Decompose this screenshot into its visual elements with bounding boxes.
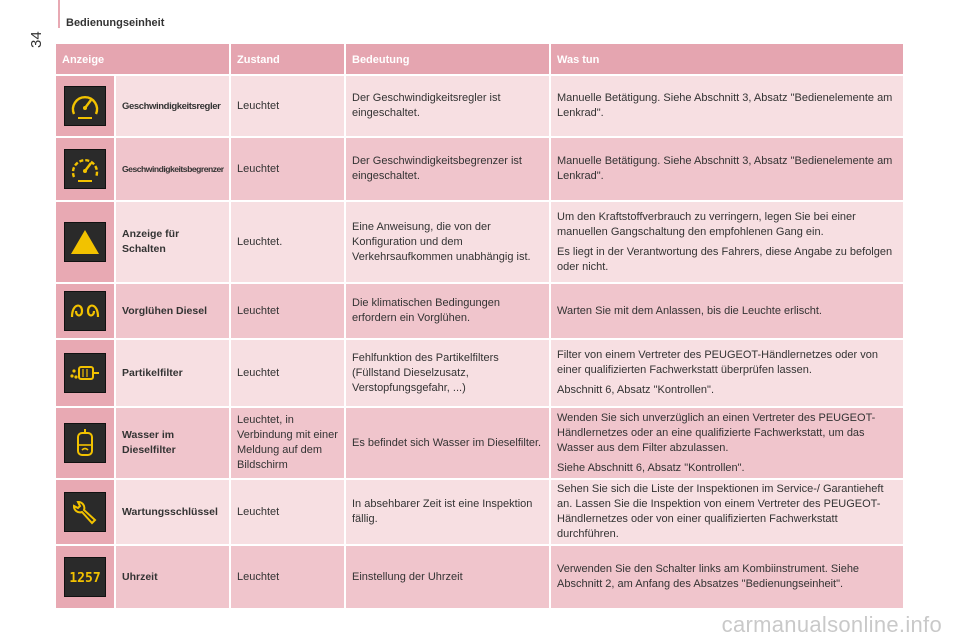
row-indicator-name: Geschwindigkeitsbegrenzer [116, 138, 231, 200]
clock-display-icon [64, 557, 106, 597]
column-header-was-tun: Was tun [557, 54, 600, 66]
row-state: Leuchtet [231, 138, 346, 200]
water-in-diesel-icon [64, 423, 106, 463]
row-indicator-name: Geschwindigkeitsregler [116, 76, 231, 136]
row-meaning: Einstellung der Uhrzeit [346, 546, 551, 608]
row-meaning: Eine Anweisung, die von der Konfiguration und dem Verkehrsaufkommen unabhängig ist. [346, 202, 551, 282]
section-title: Bedienungseinheit [66, 17, 165, 29]
particle-filter-icon [64, 353, 106, 393]
table-row [56, 546, 903, 608]
row-meaning: Der Geschwindigkeitsregler ist eingeschaltet. [346, 76, 551, 136]
row-action: Filter von einem Vertreter des PEUGEOT-Händlernetzes oder von einer qualifizierten Fachwerkstatt überprüfen lassen. Abschnitt 6, Absatz "Kontrollen". [557, 349, 878, 396]
table-row [56, 76, 903, 136]
table-row [56, 408, 903, 478]
table-header [56, 44, 903, 74]
row-indicator-name: Wartungsschlüssel [116, 480, 231, 544]
watermark: carmanualsonline.info [721, 612, 942, 637]
row-indicator-name: Vorglühen Diesel [116, 284, 231, 338]
row-action: Verwenden Sie den Schalter links am Kombiinstrument. Siehe Abschnitt 2, am Anfang des Absatzes "Bedienungseinheit". [557, 563, 860, 590]
row-meaning: Die klimatischen Bedingungen erfordern ein Vorglühen. [346, 284, 551, 338]
warning-lights-table [56, 44, 903, 608]
row-action: Um den Kraftstoffverbrauch zu verringern, legen Sie bei einer manuellen Gangschaltung den empfohlenen Gang ein. Es liegt in der Verantwortung des Fahrers, diese Angabe zu befolgen oder nicht. [557, 210, 893, 273]
glow-plug-icon [64, 291, 106, 331]
column-header-anzeige: Anzeige [56, 44, 231, 74]
table-row [56, 340, 903, 406]
row-indicator-name: Uhrzeit [116, 546, 231, 608]
row-indicator-name: Wasser im Dieselfilter [116, 408, 231, 478]
row-state: Leuchtet. [231, 202, 346, 282]
row-action: Wenden Sie sich unverzüglich an einen Vertreter des PEUGEOT-Händlernetzes oder an eine qualifizierte Fachwerkstatt, um das Wasser aus dem Filter abzulassen. Siehe Abschnitt 6, Absatz "Kontrollen". [557, 411, 876, 474]
row-action: Warten Sie mit dem Anlassen, bis die Leuchte erlischt. [557, 304, 822, 317]
row-action: Manuelle Betätigung. Siehe Abschnitt 3, Absatz "Bedienelemente am Lenkrad". [557, 155, 893, 182]
row-meaning: Fehlfunktion des Partikelfilters (Füllstand Dieselzusatz, Verstopfungsgefahr, ...) [346, 340, 551, 406]
row-action: Sehen Sie sich die Liste der Inspektionen im Service-/ Garantieheft an. Lassen Sie die Inspektion von einem Vertreter des PEUGEOT-Händlernetzes oder von einer qualifizierten Fachwerkstatt durchführen. [557, 483, 884, 540]
row-meaning: Der Geschwindigkeitsbegrenzer ist eingeschaltet. [346, 138, 551, 200]
speedometer-limiter-icon [64, 149, 106, 189]
page-number: 34 [28, 31, 45, 48]
svg-text:1257: 1257 [69, 571, 101, 586]
row-state: Leuchtet [231, 480, 346, 544]
row-state: Leuchtet [231, 284, 346, 338]
table-row [56, 138, 903, 200]
row-meaning: Es befindet sich Wasser im Dieselfilter. [346, 408, 551, 478]
table-row [56, 202, 903, 282]
column-header-zustand: Zustand [231, 44, 346, 74]
table-row [56, 480, 903, 544]
column-header-bedeutung: Bedeutung [346, 44, 551, 74]
warning-triangle-icon [64, 222, 106, 262]
row-meaning: In absehbarer Zeit ist eine Inspektion fällig. [346, 480, 551, 544]
row-indicator-name: Partikelfilter [116, 340, 231, 406]
speedometer-cruise-icon [64, 86, 106, 126]
row-indicator-name: Anzeige für Schalten [116, 202, 231, 282]
row-action: Manuelle Betätigung. Siehe Abschnitt 3, Absatz "Bedienelemente am Lenkrad". [557, 92, 893, 119]
wrench-icon [64, 492, 106, 532]
row-state: Leuchtet, in Verbindung mit einer Meldung auf dem Bildschirm [231, 408, 346, 478]
row-state: Leuchtet [231, 340, 346, 406]
row-state: Leuchtet [231, 76, 346, 136]
page-edge-rule [58, 0, 60, 28]
table-row [56, 284, 903, 338]
row-state: Leuchtet [231, 546, 346, 608]
